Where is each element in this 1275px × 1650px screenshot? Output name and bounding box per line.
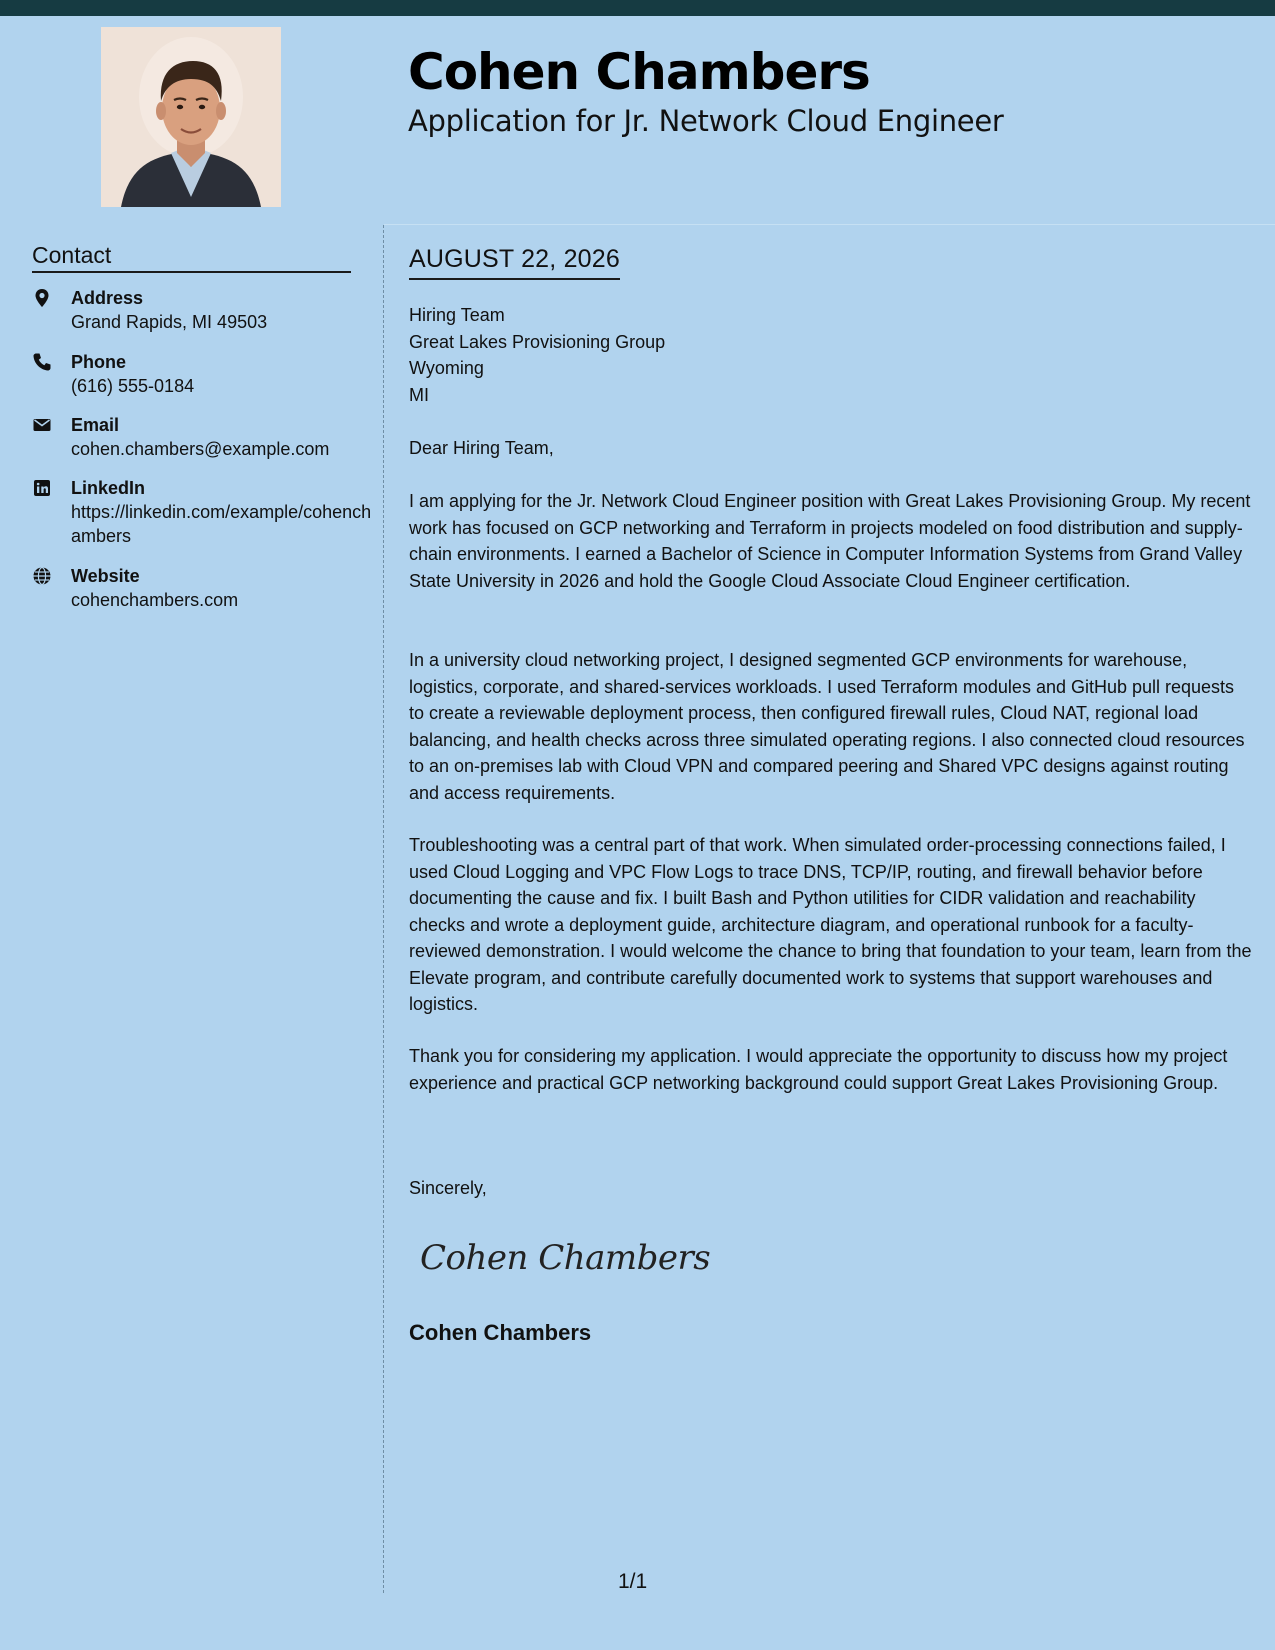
closing: Sincerely,	[409, 1178, 487, 1198]
contact-label: LinkedIn	[71, 478, 146, 498]
column-divider	[383, 225, 384, 1593]
signature-script: Cohen Chambers	[420, 1238, 711, 1278]
contact-label: Address	[71, 288, 144, 308]
recipient-line: MI	[409, 384, 429, 405]
application-subtitle: Application for Jr. Network Cloud Engineer	[408, 104, 1004, 138]
phone-icon	[32, 352, 54, 374]
contact-value-link[interactable]: cohenchambers.com	[71, 590, 239, 610]
recipient-line: Wyoming	[409, 358, 484, 378]
envelope-icon	[32, 415, 54, 437]
header-divider	[384, 224, 1275, 225]
signer-name: Cohen Chambers	[409, 1320, 592, 1345]
globe-icon	[32, 566, 54, 588]
contact-value: cohen.chambers@example.com	[71, 439, 330, 459]
contact-value: Grand Rapids, MI 49503	[71, 312, 268, 332]
map-pin-icon	[32, 288, 54, 310]
letter-paragraph: Thank you for considering my application. I would appreciate the opportunity to discuss how my project experience and practical GCP networking background could support Great Lakes Provisioning Group.	[409, 1046, 1228, 1093]
top-accent-bar	[0, 0, 1275, 16]
contact-value-link[interactable]: https://linkedin.com/example/cohenchambers	[71, 502, 372, 546]
letter-paragraph: In a university cloud networking project, I designed segmented GCP environments for warehouse, logistics, corporate, and shared-services workloads. I used Terraform modules and GitHub pull requests to create a reviewable deployment process, then configured firewall rules, Cloud NAT, regional load balancing, and health checks across three simulated operating regions. I also connected cloud resources to an on-premises lab with Cloud VPN and compared peering and Shared VPC designs against routing and access requirements.	[409, 650, 1245, 803]
profile-photo-illustration	[101, 27, 281, 207]
contact-value: (616) 555-0184	[71, 376, 195, 396]
linkedin-icon	[32, 478, 54, 500]
contact-label: Website	[71, 566, 140, 586]
letter-paragraph: I am applying for the Jr. Network Cloud Engineer position with Great Lakes Provisioning Group. My recent work has focused on GCP networking and Terraform in projects modeled on food distribution and supply-chain environments. I earned a Bachelor of Science in Computer Information Systems from Grand Valley State University in 2026 and hold the Google Cloud Associate Cloud Engineer certification.	[409, 491, 1251, 591]
contact-heading: Contact	[32, 240, 351, 273]
handwritten-signature	[414, 1232, 711, 1282]
recipient-line: Hiring Team	[409, 305, 505, 325]
contact-label: Email	[71, 415, 120, 435]
letter-date: AUGUST 22, 2026	[409, 242, 620, 280]
page-number: 1/1	[618, 1570, 648, 1593]
profile-photo	[101, 27, 281, 207]
letter-paragraph: Troubleshooting was a central part of that work. When simulated order-processing connections failed, I used Cloud Logging and VPC Flow Logs to trace DNS, TCP/IP, routing, and firewall behavior before documenting the cause and fix. I built Bash and Python utilities for CIDR validation and reachability checks and wrote a deployment guide, architecture diagram, and operational runbook for a faculty-reviewed demonstration. I would welcome the chance to bring that foundation to your team, learn from the Elevate program, and contribute carefully documented work to systems that support warehouses and logistics.	[409, 835, 1252, 1014]
recipient-line: Great Lakes Provisioning Group	[409, 331, 666, 352]
salutation: Dear Hiring Team,	[409, 438, 554, 458]
recipient-block	[409, 302, 665, 408]
applicant-name: Cohen Chambers	[408, 43, 870, 101]
contact-label: Phone	[71, 352, 127, 372]
